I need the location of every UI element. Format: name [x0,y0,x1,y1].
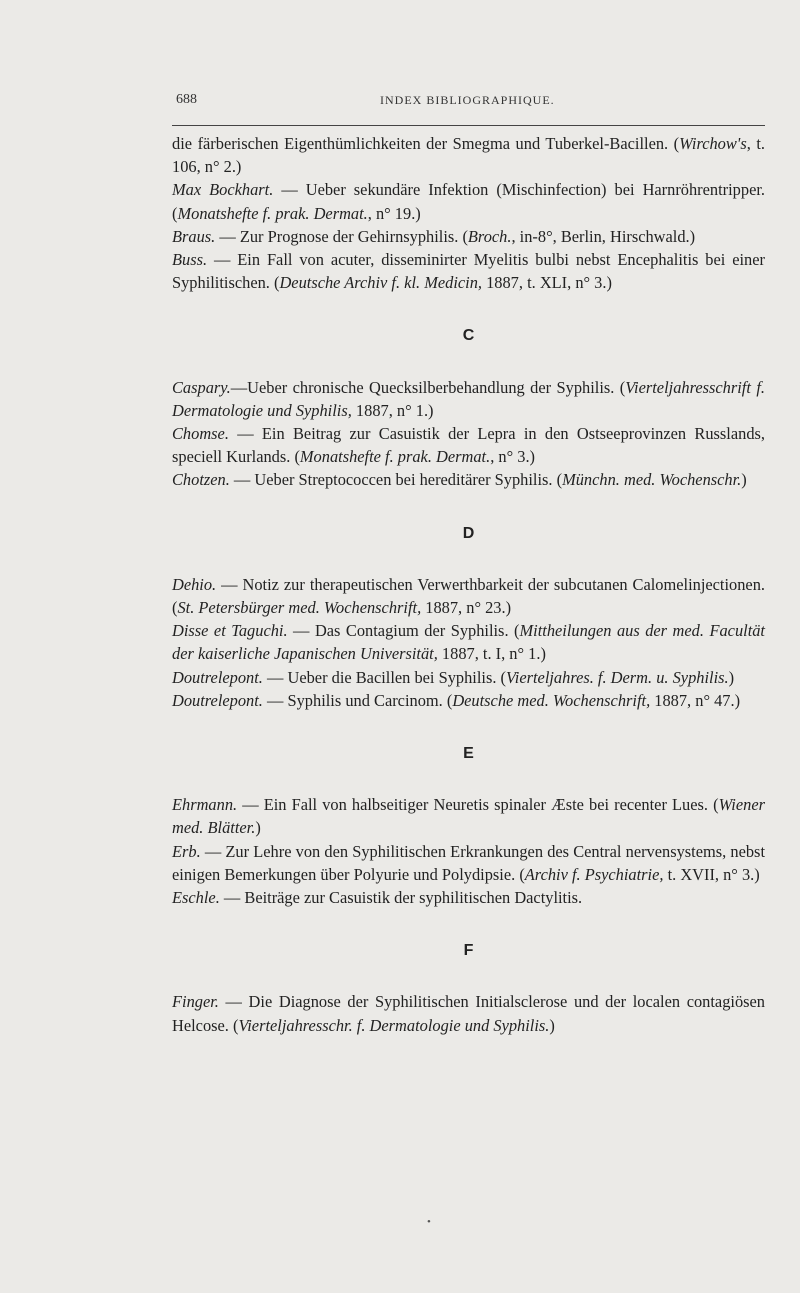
entry-title: — Die Diagnose der Syphilitischen Initialsclerose und der localen contagiösen Helcose. ( [172,992,765,1035]
entry-author: Chotzen. [172,470,230,490]
bibliography-content [172,132,765,1037]
entry-details: 1887, n° 47.) [650,690,741,710]
section-spacer [172,962,765,990]
bibliography-entry [172,990,765,1036]
section-spacer [172,294,765,324]
entry-source: Wiener med. Blätter. [172,795,765,838]
entry-details: 1887, t. I, n° 1.) [437,644,546,664]
entry-details: ) [255,818,261,838]
bibliography-entry [172,886,765,909]
entry-title: — Zur Prognose der Gehirnsyphilis. ( [215,226,468,246]
entry-author: Doutrelepont. [172,690,263,710]
section-spacer [172,348,765,376]
entry-author: Disse et Taguchi. [172,621,288,641]
entry-source: Mittheilungen aus der med. Facultät der kaiserliche Japanischen Universität, [172,621,765,664]
entry-details: , in-8°, Berlin, Hirschwald.) [511,226,696,246]
bibliography-entry [172,793,765,839]
entry-title: — Ueber Streptococcen bei hereditärer Syphilis. ( [229,470,563,490]
entry-source: Deutsche Archiv f. kl. Medicin, [279,273,482,293]
entry-author: Caspary. [172,377,231,397]
entry-title: — Ueber die Bacillen bei Syphilis. ( [262,667,506,687]
bibliography-entry [172,666,765,689]
entry-details: , n° 19.) [367,203,421,223]
entry-title: — Ein Fall von halbseitiger Neuretis spinaler Æste bei recenter Lues. ( [237,795,719,815]
section-letter: C [462,327,475,345]
entry-source: Broch. [467,226,512,246]
entry-author: Ehrmann. [172,795,238,815]
entry-source: Monatshefte f. prak. Dermat. [177,203,368,223]
entry-details: t. XVII, n° 3.) [663,864,760,884]
entry-source: St. Petersbürger med. Wochenschrift, [177,598,422,618]
entry-details: ) [549,1015,555,1035]
entry-author: Max Bockhart. [172,180,274,200]
entry-title: — Ueber sekundäre Infektion (Mischinfection) bei Harnröhrentripper. ( [172,180,765,223]
running-title: INDEX BIBLIOGRAPHIQUE. [380,93,555,107]
entry-details: 1887, n° 23.) [421,598,512,618]
entry-author: Buss. [172,250,208,270]
section-spacer [172,492,765,522]
bibliography-entry [172,840,765,886]
entry-author: Chomse. [172,424,229,444]
entry-source: Deutsche med. Wochenschrift, [452,690,651,710]
entry-title: — Ein Beitrag zur Casuistik der Lepra in den Ostseeprovinzen Russlands, speciell Kurlands. ( [172,424,765,467]
entry-author: Dehio. [172,574,217,594]
section-letter: E [463,745,474,763]
entry-source: Monatshefte f. prak. Dermat. [299,447,491,467]
entry-author: Braus. [172,226,216,246]
entry-details: 1887, n° 1.) [351,400,434,420]
bibliography-entry [172,619,765,665]
bibliography-entry [172,248,765,294]
entry-details: , t. 106, n° 2.) [172,134,765,177]
bibliography-entry [172,468,765,491]
page-mark: • [427,1216,431,1228]
section-letter: D [462,524,475,542]
entry-title: — Notiz zur therapeutischen Verwerthbarkeit der subcutanen Calomelinjectionen. ( [172,574,765,618]
bibliography-entry [172,225,765,248]
bibliography-entry [172,132,765,178]
page-header [172,92,764,112]
entry-title: — Zur Lehre von den Syphilitischen Erkrankungen des Central nervensystems, nebst einigen Bemerkungen über Polyurie und Polydipsie. ( [172,841,765,884]
bibliography-entry [172,689,765,712]
entry-title: — Das Contagium der Syphilis. ( [287,621,520,641]
entry-title: die färberischen Eigenthümlichkeiten der Smegma und Tuberkel-Bacillen. ( [172,134,680,153]
section-spacer [172,545,765,573]
bibliography-entry [172,178,765,224]
entry-author: Doutrelepont. [172,667,263,687]
entry-title: — Beiträge zur Casuistik der syphilitischen Dactylitis. [219,888,583,908]
section-spacer [172,909,765,939]
entry-source: Wirchow's [679,134,747,153]
header-rule [172,125,765,126]
entry-source: Vierteljahres. f. Derm. u. Syphilis. [505,667,729,687]
entry-source: Vierteljahresschrift f. Dermatologie und Syphilis, [172,377,765,420]
bibliography-entry [172,422,765,468]
entry-source: Münchn. med. Wochenschr. [562,470,742,490]
entry-details: ) [728,667,735,687]
bibliography-entry [172,376,765,422]
entry-author: Eschle. [172,888,220,908]
entry-title: — Ein Fall von acuter, disseminirter Myelitis bulbi nebst Encephalitis bei einer Syphilitischen. ( [172,250,765,293]
section-spacer [172,712,765,742]
section-letter: F [463,942,474,960]
entry-source: Archiv f. Psychiatrie, [524,864,664,884]
entry-title: —Ueber chronische Quecksilberbehandlung der Syphilis. ( [230,377,626,397]
entry-source: Vierteljahresschr. f. Dermatologie und Syphilis. [238,1015,550,1035]
bibliography-entry [172,573,765,619]
entry-author: Erb. [172,841,201,861]
entry-details: ) [741,470,747,490]
entry-details: 1887, t. XLI, n° 3.) [482,273,612,293]
entry-title: — Syphilis und Carcinom. ( [262,690,453,710]
section-spacer [172,765,765,793]
entry-details: , n° 3.) [490,447,535,467]
entry-author: Finger. [172,992,219,1012]
page-number: 688 [176,92,197,107]
